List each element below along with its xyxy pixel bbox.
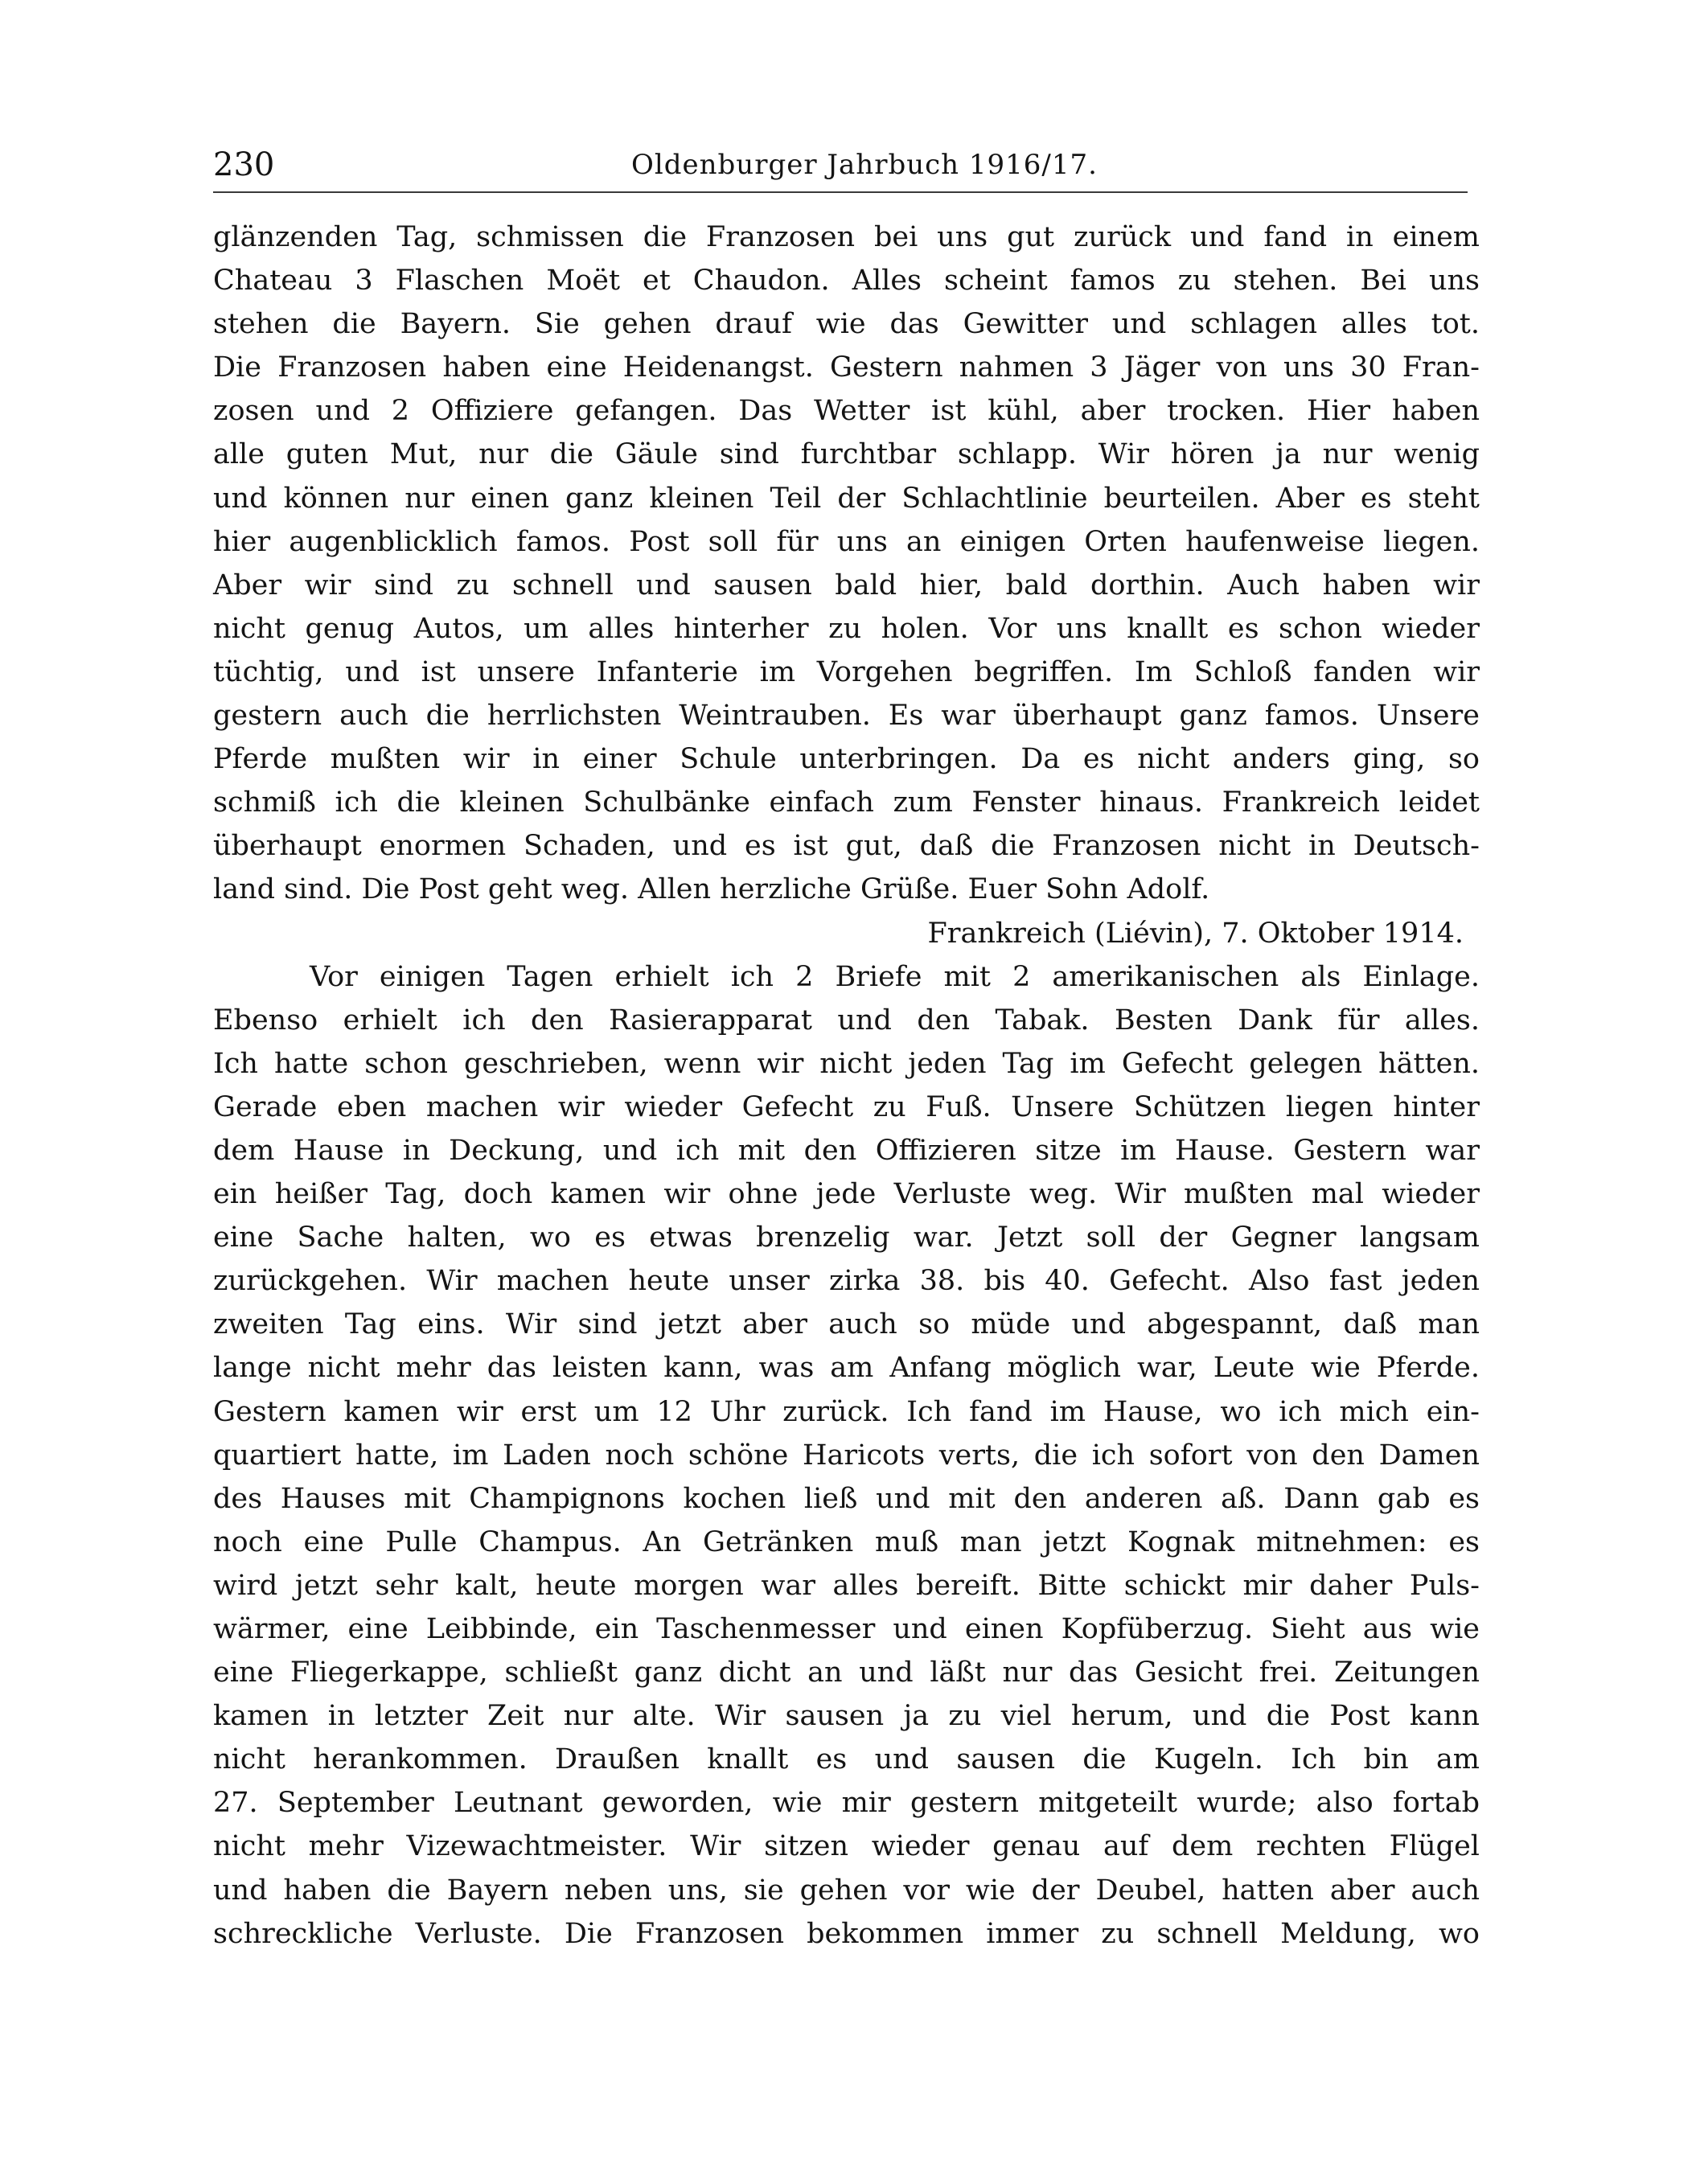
text-line: stehen die Bayern. Sie gehen drauf wie das Gewitter und schlagen alles tot.: [213, 308, 1480, 341]
text-line: Gerade eben machen wir wieder Gefecht zu Fuß. Unsere Schützen liegen hinter: [213, 1090, 1480, 1123]
text-line: eine Fliegerkappe, schließt ganz dicht an und läßt nur das Gesicht frei. Zeitungen: [213, 1656, 1480, 1689]
text-line: und haben die Bayern neben uns, sie gehen vor wie der Deubel, hatten aber auch: [213, 1874, 1480, 1907]
text-line: Vor einigen Tagen erhielt ich 2 Briefe mit 2 amerikanischen als Einlage.: [310, 960, 1480, 993]
text-line: lange nicht mehr das leisten kann, was am Anfang möglich war, Leute wie Pferde.: [213, 1352, 1480, 1385]
text-line: ein heißer Tag, doch kamen wir ohne jede Verluste weg. Wir mußten mal wieder: [213, 1178, 1480, 1211]
text-line: alle guten Mut, nur die Gäule sind furchtbar schlapp. Wir hören ja nur wenig: [213, 438, 1480, 471]
text-line: hier augenblicklich famos. Post soll für uns an einigen Orten haufenweise liegen.: [213, 525, 1480, 558]
text-line: Gestern kamen wir erst um 12 Uhr zurück. Ich fand im Hause, wo ich mich ein-: [213, 1395, 1480, 1428]
text-line: Die Franzosen haben eine Heidenangst. Gestern nahmen 3 Jäger von uns 30 Fran-: [213, 351, 1480, 384]
text-line: eine Sache halten, wo es etwas brenzelig war. Jetzt soll der Gegner langsam: [213, 1221, 1480, 1254]
text-line: glänzenden Tag, schmissen die Franzosen bei uns gut zurück und fand in einem: [213, 221, 1480, 253]
text-line: zweiten Tag eins. Wir sind jetzt aber auch so müde und abgespannt, daß man: [213, 1308, 1480, 1341]
text-line: nicht genug Autos, um alles hinterher zu holen. Vor uns knallt es schon wieder: [213, 612, 1480, 645]
letter-dateline: Frankreich (Liévin), 7. Oktober 1914.: [927, 917, 1464, 950]
running-head: [213, 143, 1468, 193]
text-line: nicht mehr Vizewachtmeister. Wir sitzen wieder genau auf dem rechten Flügel: [213, 1830, 1480, 1863]
text-line: Pferde mußten wir in einer Schule unterbringen. Da es nicht anders ging, so: [213, 743, 1480, 776]
text-line: und können nur einen ganz kleinen Teil der Schlachtlinie beurteilen. Aber es steht: [213, 482, 1480, 515]
body-text: [213, 216, 1480, 1956]
text-line: Aber wir sind zu schnell und sausen bald hier, bald dorthin. Auch haben wir: [213, 569, 1480, 601]
text-line: des Hauses mit Champignons kochen ließ und mit den anderen aß. Dann gab es: [213, 1482, 1480, 1515]
text-line: kamen in letzter Zeit nur alte. Wir sausen ja zu viel herum, und die Post kann: [213, 1700, 1480, 1733]
text-line: land sind. Die Post geht weg. Allen herzliche Grüße. Euer Sohn Adolf.: [213, 873, 1210, 906]
text-line: Chateau 3 Flaschen Moët et Chaudon. Alles scheint famos zu stehen. Bei uns: [213, 265, 1480, 298]
text-line: schreckliche Verluste. Die Franzosen bekommen immer zu schnell Meldung, wo: [213, 1917, 1480, 1950]
text-line: überhaupt enormen Schaden, und es ist gut, daß die Franzosen nicht in Deutsch-: [213, 830, 1480, 863]
text-line: Ich hatte schon geschrieben, wenn wir nicht jeden Tag im Gefecht gelegen hätten.: [213, 1047, 1480, 1080]
text-line: wird jetzt sehr kalt, heute morgen war alles bereift. Bitte schickt mir daher Puls-: [213, 1569, 1480, 1602]
text-line: zurückgehen. Wir machen heute unser zirka 38. bis 40. Gefecht. Also fast jeden: [213, 1265, 1480, 1298]
page-number: 230: [213, 146, 275, 183]
text-line: schmiß ich die kleinen Schulbänke einfach zum Fenster hinaus. Frankreich leidet: [213, 786, 1480, 819]
text-line: noch eine Pulle Champus. An Getränken muß man jetzt Kognak mitnehmen: es: [213, 1525, 1480, 1558]
text-line: dem Hause in Deckung, und ich mit den Offizieren sitze im Hause. Gestern war: [213, 1134, 1480, 1167]
text-line: quartiert hatte, im Laden noch schöne Haricots verts, die ich sofort von den Damen: [213, 1439, 1480, 1472]
text-line: nicht herankommen. Draußen knallt es und sausen die Kugeln. Ich bin am: [213, 1743, 1480, 1776]
text-line: wärmer, eine Leibbinde, ein Taschenmesser und einen Kopfüberzug. Sieht aus wie: [213, 1613, 1480, 1645]
text-line: Ebenso erhielt ich den Rasierapparat und den Tabak. Besten Dank für alles.: [213, 1004, 1480, 1037]
text-line: 27. September Leutnant geworden, wie mir gestern mitgeteilt wurde; also fortab: [213, 1787, 1480, 1820]
text-line: tüchtig, und ist unsere Infanterie im Vorgehen begriffen. Im Schloß fanden wir: [213, 655, 1480, 688]
journal-title: Oldenburger Jahrbuch 1916/17.: [631, 149, 1098, 181]
text-line: zosen und 2 Offiziere gefangen. Das Wetter ist kühl, aber trocken. Hier haben: [213, 395, 1480, 428]
text-line: gestern auch die herrlichsten Weintrauben. Es war überhaupt ganz famos. Unsere: [213, 700, 1480, 733]
